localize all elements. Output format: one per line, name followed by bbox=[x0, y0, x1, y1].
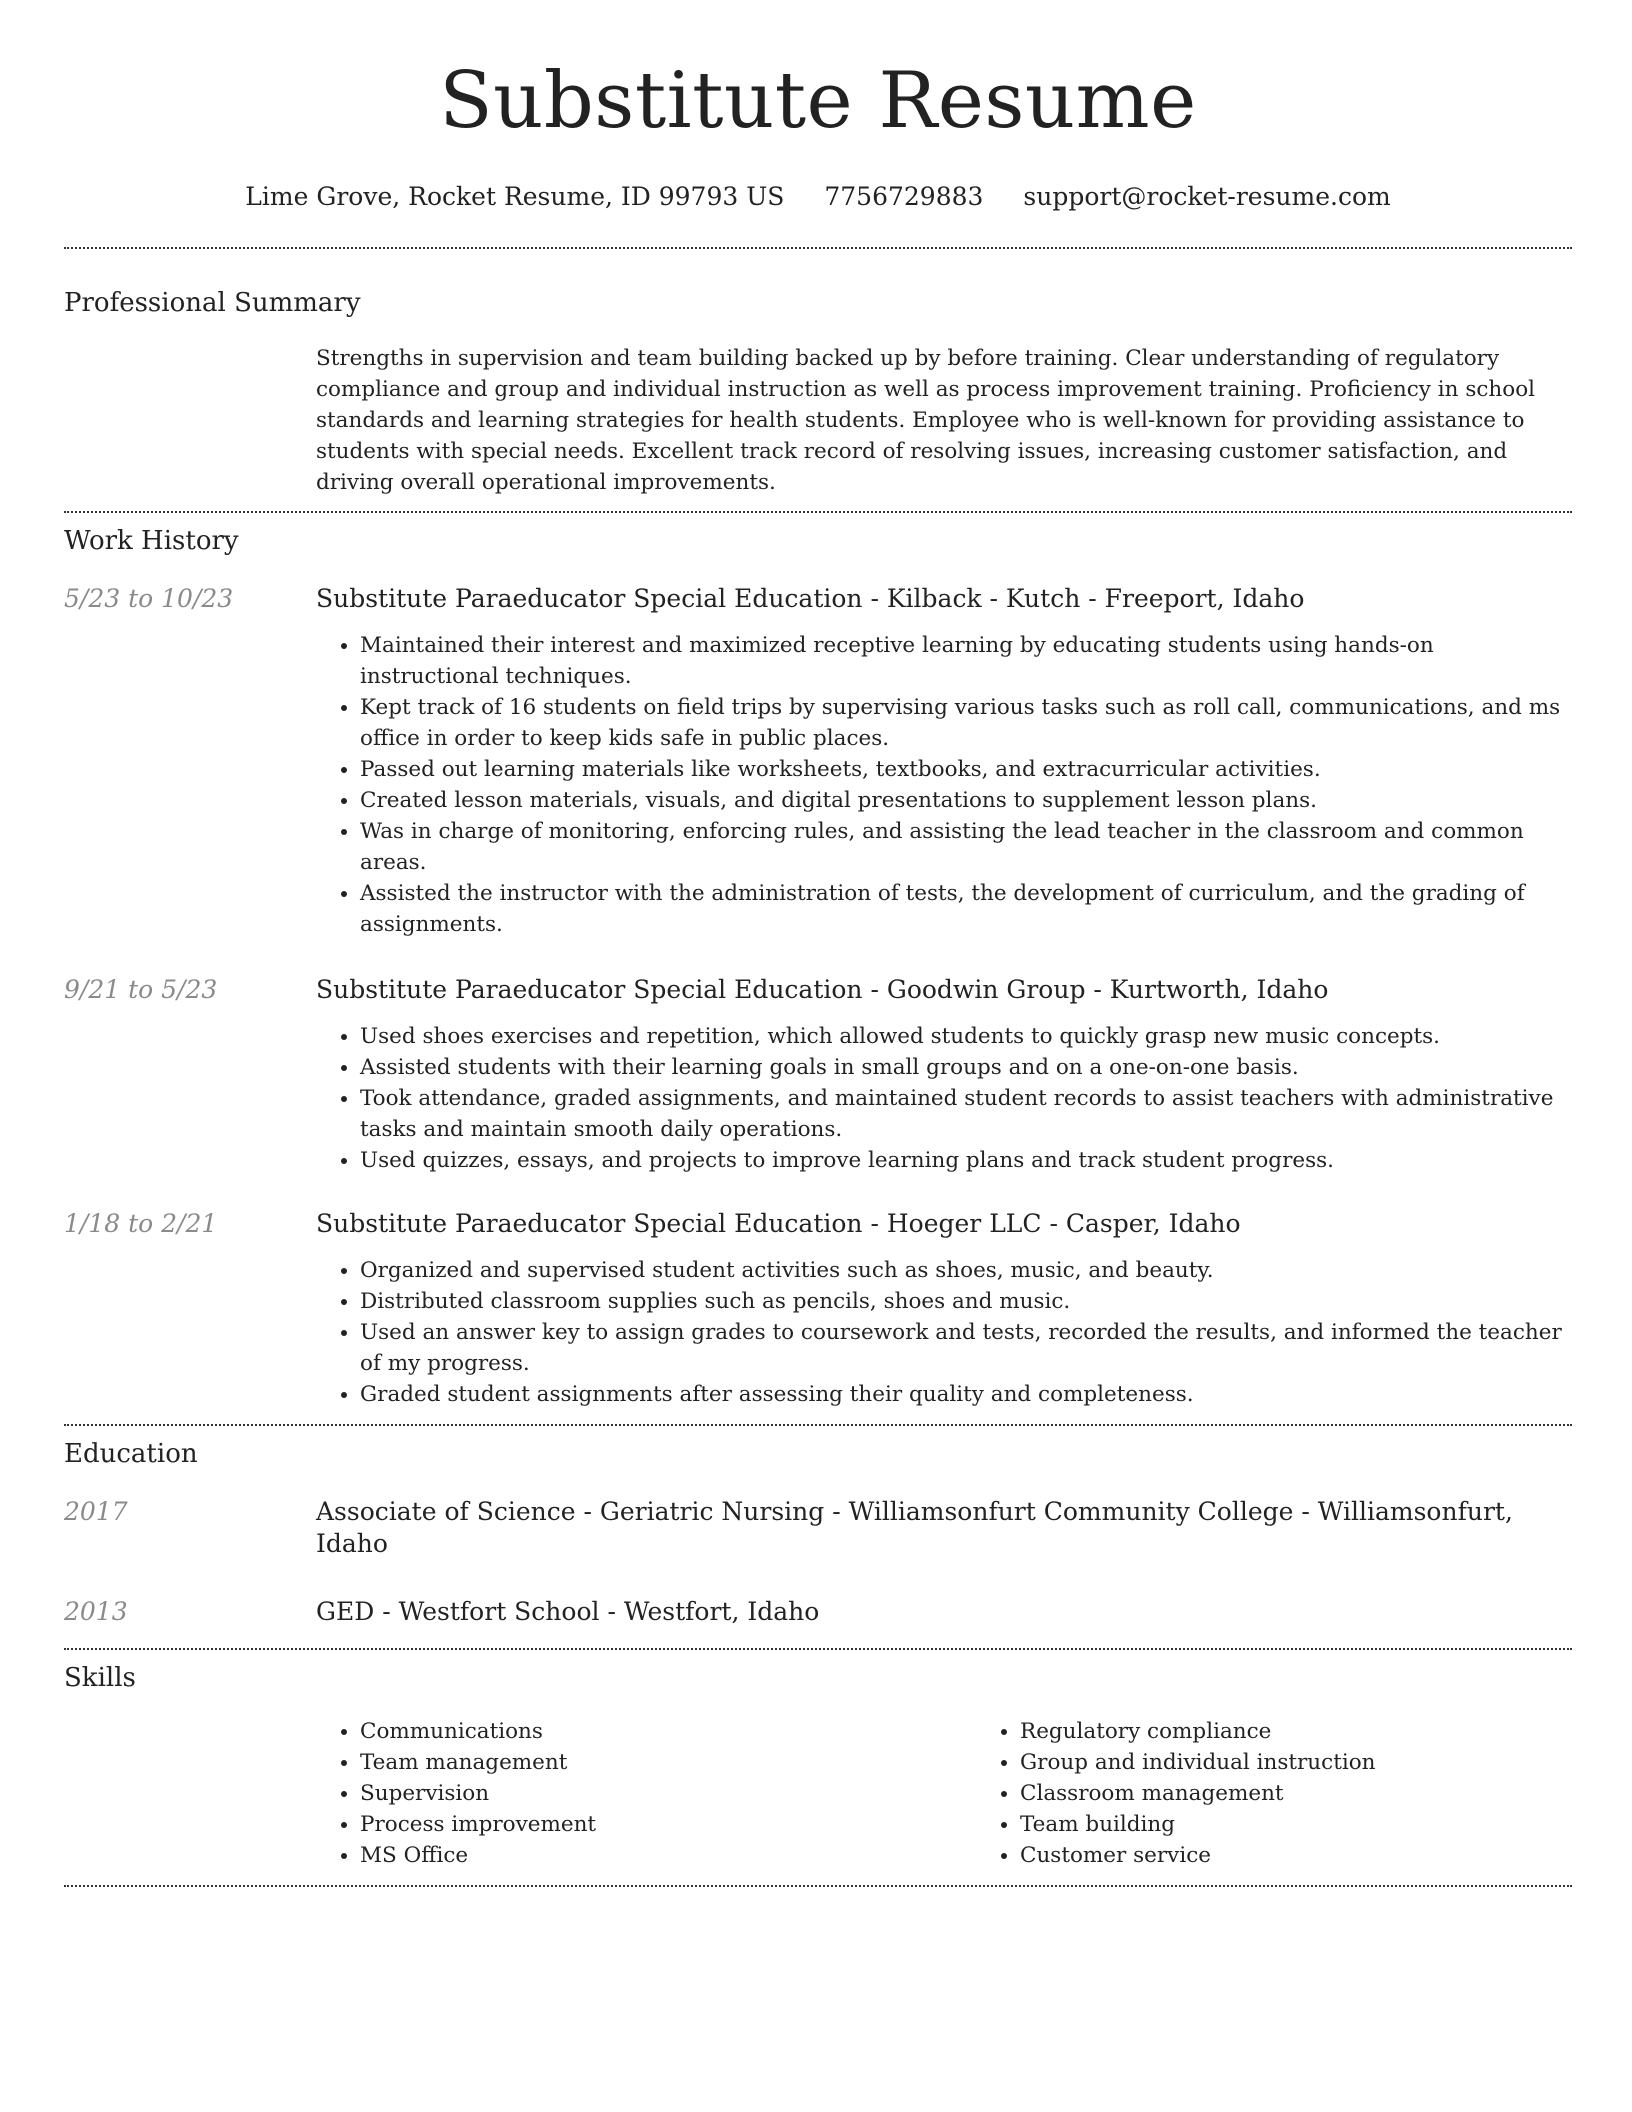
list-item: • Assisted the instructor with the administration of tests, the development of curriculum, and the grading of assignments. bbox=[360, 878, 1572, 940]
list-item: • Took attendance, graded assignments, and maintained student records to assist teachers with administrative tasks and maintain smooth daily operations. bbox=[360, 1083, 1572, 1145]
summary-heading: Professional Summary bbox=[64, 288, 361, 318]
list-item: • Distributed classroom supplies such as pencils, shoes and music. bbox=[360, 1286, 1572, 1317]
list-item: • Team management bbox=[360, 1747, 976, 1778]
list-item: • MS Office bbox=[360, 1840, 976, 1871]
job-bullets bbox=[316, 1021, 1572, 1176]
skills-list-left bbox=[316, 1716, 976, 1871]
work-history-section bbox=[64, 525, 1572, 1410]
list-item: • Kept track of 16 students on field trips by supervising various tasks such as roll call, communications, and ms office in order to keep kids safe in public places. bbox=[360, 692, 1572, 754]
education-heading: Education bbox=[64, 1439, 198, 1469]
list-item: • Customer service bbox=[1020, 1840, 1632, 1871]
job-dates: 1/18 to 2/21 bbox=[64, 1209, 218, 1238]
job-entry bbox=[64, 974, 1572, 1176]
education-year: 2013 bbox=[64, 1597, 128, 1626]
education-title: Associate of Science - Geriatric Nursing - Williamsonfurt Community College - Williamsonfurt, Idaho bbox=[316, 1497, 1513, 1558]
job-dates: 9/21 to 5/23 bbox=[64, 975, 218, 1004]
divider bbox=[64, 1648, 1572, 1650]
list-item: • Communications bbox=[360, 1716, 976, 1747]
skills-heading: Skills bbox=[64, 1663, 136, 1693]
list-item: • Maintained their interest and maximized receptive learning by educating students using hands-on instructional techniques. bbox=[360, 630, 1572, 692]
list-item: • Graded student assignments after assessing their quality and completeness. bbox=[360, 1379, 1572, 1410]
resume-page bbox=[64, 0, 1572, 1887]
list-item: • Used quizzes, essays, and projects to improve learning plans and track student progress. bbox=[360, 1145, 1572, 1176]
contact-email: support@rocket-resume.com bbox=[1023, 182, 1391, 211]
list-item: • Was in charge of monitoring, enforcing rules, and assisting the lead teacher in the classroom and common areas. bbox=[360, 816, 1572, 878]
list-item: • Process improvement bbox=[360, 1809, 976, 1840]
list-item: • Used an answer key to assign grades to coursework and tests, recorded the results, and informed the teacher of my progress. bbox=[360, 1317, 1572, 1379]
list-item: • Supervision bbox=[360, 1778, 976, 1809]
divider bbox=[64, 1424, 1572, 1426]
list-item: • Group and individual instruction bbox=[1020, 1747, 1632, 1778]
skills-section bbox=[64, 1662, 1572, 1871]
resume-title: Substitute Resume bbox=[439, 56, 1197, 146]
job-title: Substitute Paraeducator Special Education - Hoeger LLC - Casper, Idaho bbox=[316, 1209, 1241, 1238]
summary-text: Strengths in supervision and team building backed up by before training. Clear understanding of regulatory compliance and group and individual instruction as well as process improvement training. Proficiency in school standards and learning strategies for health students. Employee who is well-known for providing assistance to students with special needs. Excellent track record of resolving issues, increasing customer satisfaction, and driving overall operational improvements. bbox=[316, 346, 1536, 495]
education-title: GED - Westfort School - Westfort, Idaho bbox=[316, 1597, 820, 1626]
divider bbox=[64, 247, 1572, 249]
job-title: Substitute Paraeducator Special Education - Goodwin Group - Kurtworth, Idaho bbox=[316, 975, 1329, 1004]
list-item: • Team building bbox=[1020, 1809, 1632, 1840]
list-item: • Created lesson materials, visuals, and digital presentations to supplement lesson plans. bbox=[360, 785, 1572, 816]
contact-line bbox=[64, 181, 1572, 213]
list-item: • Organized and supervised student activities such as shoes, music, and beauty. bbox=[360, 1255, 1572, 1286]
job-bullets bbox=[316, 1255, 1572, 1410]
list-item: • Passed out learning materials like worksheets, textbooks, and extracurricular activities. bbox=[360, 754, 1572, 785]
job-title: Substitute Paraeducator Special Education - Kilback - Kutch - Freeport, Idaho bbox=[316, 584, 1305, 613]
job-dates: 5/23 to 10/23 bbox=[64, 584, 234, 613]
education-year: 2017 bbox=[64, 1497, 128, 1526]
summary-section bbox=[64, 287, 1572, 498]
job-entry bbox=[64, 583, 1572, 940]
divider bbox=[64, 511, 1572, 513]
contact-address: Lime Grove, Rocket Resume, ID 99793 US bbox=[245, 182, 785, 211]
list-item: • Used shoes exercises and repetition, which allowed students to quickly grasp new music concepts. bbox=[360, 1021, 1572, 1052]
list-item: • Regulatory compliance bbox=[1020, 1716, 1632, 1747]
education-entry bbox=[64, 1596, 1572, 1628]
divider bbox=[64, 1885, 1572, 1887]
education-entry bbox=[64, 1496, 1572, 1560]
work-history-heading: Work History bbox=[64, 526, 239, 556]
job-bullets bbox=[316, 630, 1572, 940]
skills-list-right bbox=[976, 1716, 1632, 1871]
list-item: • Assisted students with their learning goals in small groups and on a one-on-one basis. bbox=[360, 1052, 1572, 1083]
education-section bbox=[64, 1438, 1572, 1628]
list-item: • Classroom management bbox=[1020, 1778, 1632, 1809]
job-entry bbox=[64, 1208, 1572, 1410]
contact-phone: 7756729883 bbox=[824, 182, 984, 211]
